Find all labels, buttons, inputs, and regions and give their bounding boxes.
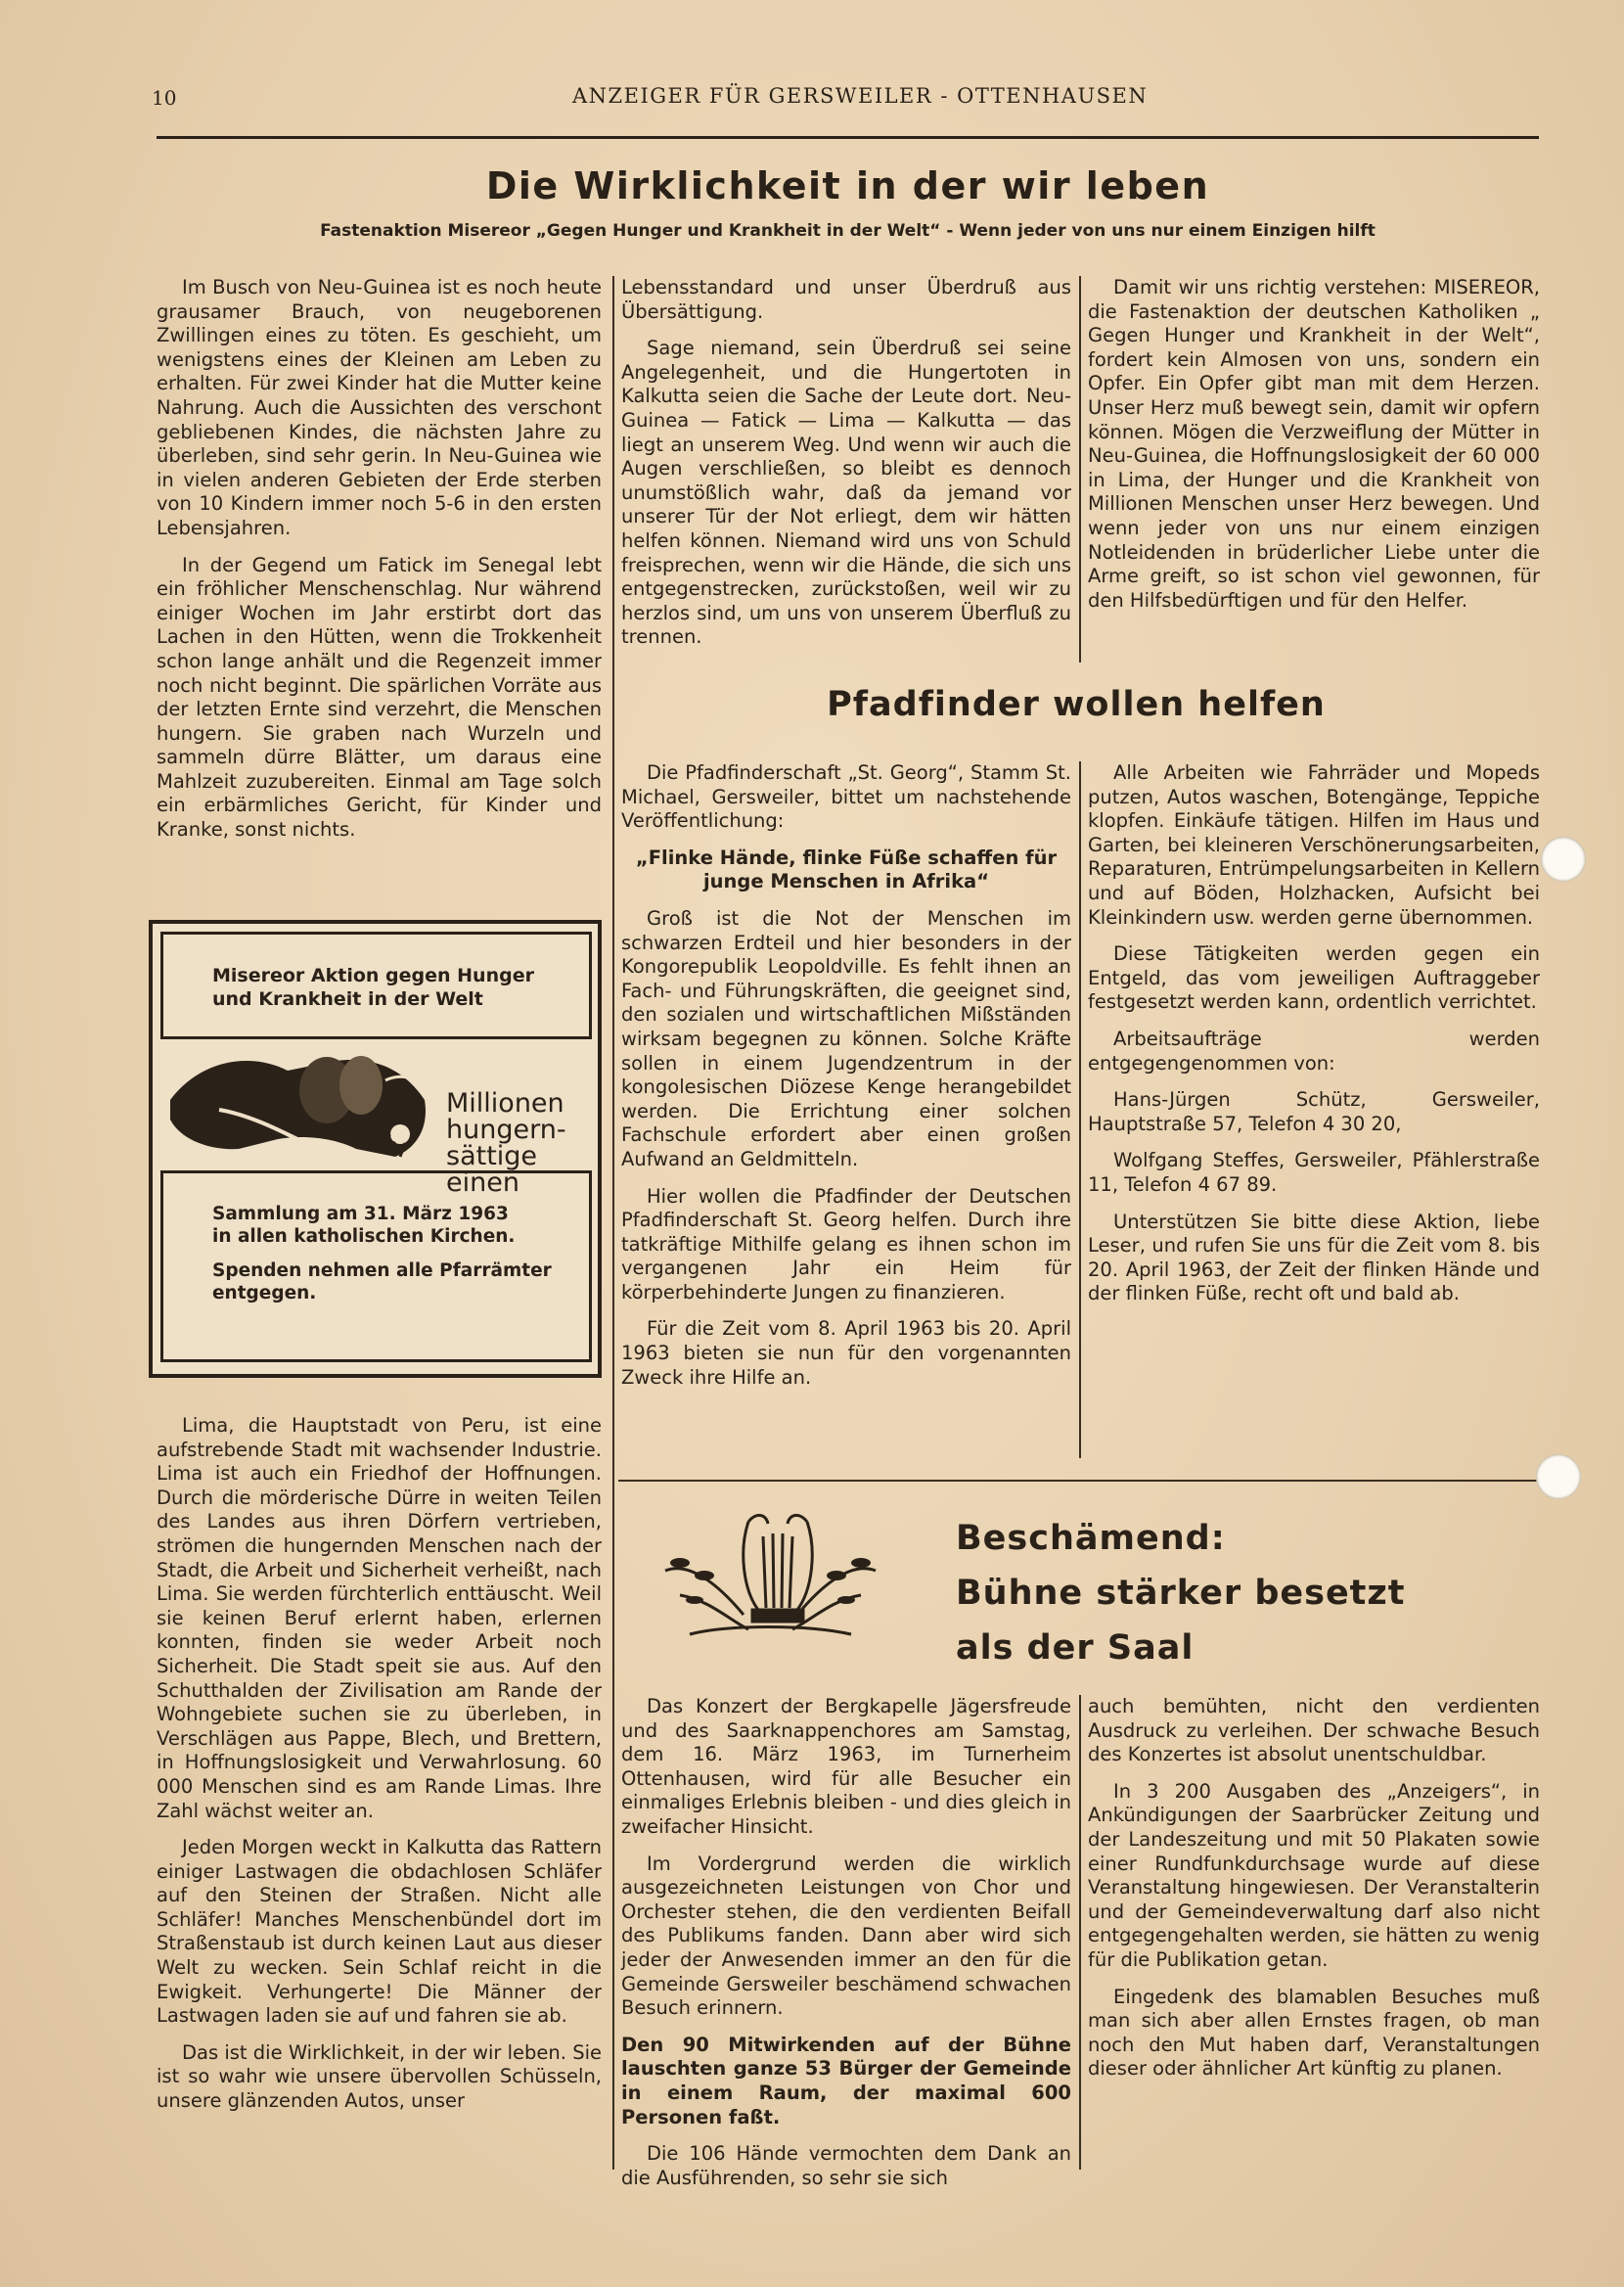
paragraph: Im Vordergrund werden die wirklich ausgezeichneten Leistungen von Chor und Orchester stehen, die den verdienten Beifall des Publikums fanden. Dann aber wird sich jeder der Anwesenden immer an den für die Gemeinde Gersweiler beschämend schwachen Besuch erinnern. [621,1852,1071,2020]
paragraph: Alle Arbeiten wie Fahrräder und Mopeds putzen, Autos waschen, Botengänge, Teppiche klopfen. Einkäufe tätigen. Hilfen im Haus und Garten, bei kleineren Verschönerungsarbeiten, Reparaturen, Entrümpelungsarbeiten in Kellern und auf Böden, Holzhacken, Aufsicht bei Kleinkindern usw. werden gerne übernommen. [1088,761,1540,929]
paragraph: Lebensstandard und unser Überdruß aus Übersättigung. [621,276,1071,323]
title-line1: Beschämend: [956,1519,1226,1558]
ad-slogan-line1: Millionen [446,1088,564,1119]
article-title-beschaemend [956,1511,1543,1675]
paragraph: Diese Tätigkeiten werden gegen ein Entgeld, das vom jeweiligen Auftraggeber festgesetzt werden kann, ordentlich verrichtet. [1088,942,1540,1014]
article3-column3 [1088,1695,1540,2094]
contact-schuetz: Hans-Jürgen Schütz, Gersweiler, Hauptstraße 57, Telefon 4 30 20, [1088,1088,1540,1135]
misereor-advertisement [149,920,602,1378]
article3-column2 [621,1695,1071,2203]
ad-info-box [160,1170,592,1362]
punch-hole [1536,1454,1581,1499]
header-rule [157,136,1539,139]
article-title-pfadfinder: Pfadfinder wollen helfen [827,685,1326,724]
paragraph: auch bemühten, nicht den verdienten Ausdruck zu verleihen. Der schwache Besuch des Konzertes ist absolut unentschuldbar. [1088,1695,1540,1766]
section-rule [618,1480,1540,1482]
ad-headline-box [160,932,592,1039]
column-rule [1079,761,1081,1458]
paragraph: Eingedenk des blamablen Besuches muß man sich aber allen Ernstes fragen, ob man noch den Mut haben darf, Veranstaltungen dieser oder ähnlicher Art künftig zu planen. [1088,1985,1540,2081]
column-rule [1079,276,1081,663]
paragraph: Die 106 Hände vermochten dem Dank an die Ausführenden, so sehr sie sich [621,2142,1071,2189]
paragraph: Das ist die Wirklichkeit, in der wir leben. Sie ist so wahr wie unsere übervollen Schüsseln, unsere glänzenden Autos, unser [157,2040,602,2113]
punch-hole [1541,837,1586,882]
article1-column1-top [157,276,602,855]
title-line2: Bühne stärker besetzt [956,1574,1406,1613]
column-rule [612,276,614,2170]
lyre-emblem [651,1502,890,1649]
ad-slogan-line4: einen [446,1167,519,1198]
article1-column3 [1088,276,1540,625]
article2-column3 [1088,761,1540,1319]
article-title-wirklichkeit: Die Wirklichkeit in der wir leben [485,164,1210,207]
ad-slogan-line2: hungern- [446,1115,566,1145]
paragraph: Unterstützen Sie bitte diese Aktion, liebe Leser, und rufen Sie uns für die Zeit vom 8. bis 20. April 1963, der Zeit der flinken Hände und der flinken Füße, recht oft und bald ab. [1088,1210,1540,1305]
ad-headline-line2: und Krankheit in der Welt [212,988,483,1010]
paragraph: Lima, die Hauptstadt von Peru, ist eine aufstrebende Stadt mit wachsender Industrie. Lima ist auch ein Friedhof der Hoffnungen. Durch die mörderische Dürre in weiten Teilen des Landes aus ihren Dörfern vertrieben, strömen die hungernden Menschen nach der Stadt, die Arbeit und Sicherheit verheißt, nach Lima. Sie werden fürchterlich enttäuscht. Weil sie keinen Beruf erlernt haben, erlernen konnten, finden sie weder Arbeit noch Sicherheit. Die Stadt speit sie aus. Auf den Schutthalden der Zivilisation am Rande der Wohngebiete suchen sie zu überleben, in Verschlägen aus Pappe, Blech, und Brettern, in Hoffnungslosigkeit und Verwahrlosung. 60 000 Menschen sind es am Rande Limas. Ihre Zahl wächst weiter an. [157,1414,602,1822]
paragraph: In 3 200 Ausgaben des „Anzeigers“, in Ankündigungen der Saarbrücker Zeitung und der Landeszeitung und mit 50 Plakaten sowie einer Rundfunkdurchsage wurde auf diese Veranstaltung hingewiesen. Der Veranstalterin und der Gemeindeverwaltung darf also nicht entgegengehalten werden, sie hätten zu wenig für die Publikation getan. [1088,1779,1540,1971]
article2-column2 [621,761,1071,1402]
paragraph: Für die Zeit vom 8. April 1963 bis 20. April 1963 bieten sie nun für den vorgenannten Zweck ihre Hilfe an. [621,1317,1071,1389]
ad-collection-place: in allen katholischen Kirchen. [212,1226,516,1247]
ad-collection-date: Sammlung am 31. März 1963 [212,1204,509,1224]
column-rule [1079,1695,1081,2170]
ad-donation-line2: entgegen. [212,1283,317,1304]
paragraph: Groß ist die Not der Menschen im schwarzen Erdteil und hier besonders in der Kongorepublik Leopoldville. Es fehlt ihnen an Fach- und Führungskräften, die geeignet sind, den sozialen und wirtschaftlichen Mißständen wirksam begegnen zu können. Solche Kräfte sollen in einem Jugendzentrum in der kongolesischen Diözese Kenge herangebildet werden. Die Errichtung einer solchen Fachschule erfordert aber einen großen Aufwand an Geldmitteln. [621,906,1071,1170]
article-subtitle-wirklichkeit: Fastenaktion Misereor „Gegen Hunger und Krankheit in der Welt“ - Wenn jeder von uns nur einem Einzigen hilft [320,221,1376,241]
running-head: ANZEIGER FÜR GERSWEILER - OTTENHAUSEN [572,84,1149,108]
ad-headline-line1: Misereor Aktion gegen Hunger [212,965,534,986]
ad-donation-line1: Spenden nehmen alle Pfarrämter [212,1260,552,1281]
page-number: 10 [152,86,177,110]
paragraph: Die Pfadfinderschaft „St. Georg“, Stamm St. Michael, Gersweiler, bittet um nachstehende Veröffentlichung: [621,761,1071,833]
paragraph: Jeden Morgen weckt in Kalkutta das Rattern einiger Lastwagen die obdachlosen Schläfer auf den Steinen der Straßen. Nicht alle Schläfer! Manches Menschenbündel dort im Straßenstaub ist durch keinen Laut aus dieser Welt zu wecken. Sein Schlaf reicht in die Ewigkeit. Verhungerte! Die Männer der Lastwagen laden sie auf und fahren sie ab. [157,1836,602,2028]
paragraph: In der Gegend um Fatick im Senegal lebt ein fröhlicher Menschenschlag. Nur während einiger Wochen im Jahr erstirbt dort das Lachen in den Hütten, wenn die Trokkenheit schon lange anhält und die Regenzeit immer noch nicht beginnt. Die spärlichen Vorräte aus der letzten Ernte sind verzehrt, die Menschen hungern. Sie graben nach Wurzeln und sammeln dürre Blätter, um daraus eine Mahlzeit zuzubereiten. Einmal am Tage solch ein erbärmliches Gericht, für Kinder und Kranke, sonst nichts. [157,553,602,842]
paragraph: Sage niemand, sein Überdruß sei seine Angelegenheit, und die Hungertoten in Kalkutta seien die Sache der Leute dort. Neu-Guinea — Fatick — Lima — Kalkutta — das liegt an unserem Weg. Und wenn wir auch die Augen verschließen, so bleibt es dennoch unumstößlich wahr, daß da jemand vor unserer Tür der Not erliegt, dem wir hätten helfen können. Niemand wird uns von Schuld freisprechen, wenn wir die Hände, die sich uns entgegenstrecken, zurückstoßen, weil wir zu herzlos sind, um uns von unserem Überfluß zu trennen. [621,337,1071,649]
paragraph: Im Busch von Neu-Guinea ist es noch heute grausamer Brauch, von neugeborenen Zwillingen eines zu töten. Es geschieht, um wenigstens eines der Kleinen am Leben zu erhalten. Für zwei Kinder hat die Mutter keine Nahrung. Auch die Aussichten des verschont gebliebenen Kindes, die nächsten Jahre zu überleben, sind sehr gerin. In Neu-Guinea wie in vielen anderen Gebieten der Erde sterben von 10 Kindern immer noch 5-6 in den ersten Lebensjahren. [157,276,602,539]
paragraph: Arbeitsaufträge werden entgegengenommen von: [1088,1027,1540,1075]
article1-column1-bottom [157,1414,602,2127]
article1-column2 [621,276,1071,663]
title-line3: als der Saal [956,1628,1195,1668]
highlight-paragraph: Den 90 Mitwirkenden auf der Bühne lauschten ganze 53 Bürger der Gemeinde in einem Raum, der maximal 600 Personen faßt. [621,2033,1071,2128]
motto: „Flinke Hände, flinke Füße schaffen für junge Menschen in Afrika“ [635,846,1058,893]
lyre-icon [651,1502,890,1649]
ad-slogan-line3: sättige [446,1141,538,1171]
paragraph: Das Konzert der Bergkapelle Jägersfreude und des Saarknappenchores am Samstag, dem 16. März 1963, im Turnerheim Ottenhausen, wird für alle Besucher ein einmaliges Erlebnis bleiben - und dies gleich in zweifacher Hinsicht. [621,1695,1071,1838]
contact-steffes: Wolfgang Steffes, Gersweiler, Pfählerstraße 11, Telefon 4 67 89. [1088,1149,1540,1196]
paragraph: Damit wir uns richtig verstehen: MISEREOR, die Fastenaktion der deutschen Katholiken „ Gegen Hunger und Krankheit in der Welt“, fordert kein Almosen von uns, sondern ein Opfer. Ein Opfer gibt man mit dem Herzen. Unser Herz muß bewegt sein, damit wir opfern können. Mögen die Verzweiflung der Mütter in Neu-Guinea, die Hoffnungslosigkeit der 60 000 in Lima, der Hunger und die Krankheit von Millionen Menschen unser Herz bewegen. Und wenn jeder von uns nur einem einzigen Notleidenden in brüderlicher Liebe unter die Arme greift, so ist schon viel gewonnen, für den Hilfsbedürftigen und für den Helfer. [1088,276,1540,612]
paragraph: Hier wollen die Pfadfinder der Deutschen Pfadfinderschaft St. Georg helfen. Durch ihre tatkräftige Mithilfe gelang es ihnen schon im vergangenen Jahr ein Heim für körperbehinderte Jungen zu finanzieren. [621,1184,1071,1304]
